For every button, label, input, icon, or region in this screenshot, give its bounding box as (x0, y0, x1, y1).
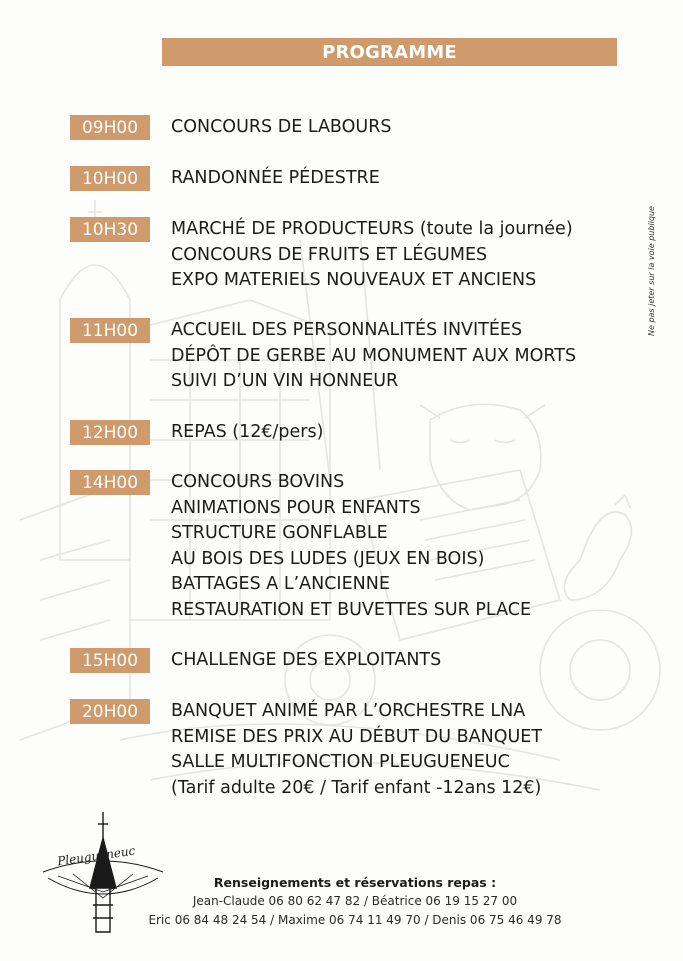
activity-line: SALLE MULTIFONCTION PLEUGUENEUC (171, 752, 510, 772)
time-badge: 20H00 (70, 699, 150, 724)
activity-line: ANIMATIONS POUR ENFANTS (171, 497, 421, 518)
activity-line: CONCOURS BOVINS (171, 472, 345, 492)
slot-lines (171, 318, 576, 395)
contact-line-1: Jean-Claude 06 80 62 47 82 / Béatrice 06 19 15 27 00 (192, 894, 518, 908)
time-badge: 12H00 (70, 420, 150, 445)
activity-line: AU BOIS DES LUDES (JEUX EN BOIS) (171, 548, 485, 569)
activity-line: CONCOURS DE FRUITS ET LÉGUMES (171, 244, 488, 265)
programme-title: PROGRAMME (322, 41, 457, 63)
activity-line: RESTAURATION ET BUVETTES SUR PLACE (171, 599, 532, 620)
slot-lines (171, 699, 542, 801)
activity-line: BATTAGES A L’ANCIENNE (171, 574, 390, 594)
activity-line: REPAS (12€/pers) (171, 422, 324, 442)
activity-line: REMISE DES PRIX AU DÉBUT DU BANQUET (171, 726, 543, 747)
time-badge: 09H00 (70, 115, 150, 140)
activity-line: (Tarif adulte 20€ / Tarif enfant -12ans 12€) (171, 777, 542, 798)
contact-line-2: Eric 06 84 48 24 54 / Maxime 06 74 11 49 70 / Denis 06 75 46 49 78 (148, 913, 562, 927)
slot-lines (171, 648, 441, 674)
contact-title: Renseignements et réservations repas : (213, 875, 497, 890)
time-badge: 10H00 (70, 166, 150, 191)
activity-line: MARCHÉ DE PRODUCTEURS (toute la journée) (171, 219, 573, 239)
contact-block (140, 873, 570, 930)
slot-lines (171, 420, 323, 446)
time-badge: 15H00 (70, 648, 150, 673)
time-badge: 11H00 (70, 318, 150, 343)
activity-line: SUIVI D’UN VIN HONNEUR (171, 371, 399, 391)
slot-lines (171, 217, 573, 294)
activity-line: CHALLENGE DES EXPLOITANTS (171, 650, 442, 670)
activity-line: CONCOURS DE LABOURS (171, 117, 392, 137)
programme-header (162, 38, 617, 66)
slot-lines (171, 470, 531, 623)
activity-line: RANDONNÉE PÉDESTRE (171, 168, 380, 188)
logo-text: Pleugueneuc (56, 843, 137, 869)
slot-lines (171, 115, 392, 141)
activity-line: ACCUEIL DES PERSONNALITÉS INVITÉES (171, 320, 523, 340)
activity-line: STRUCTURE GONFLABLE (171, 523, 388, 543)
activity-line: BANQUET ANIMÉ PAR L’ORCHESTRE LNA (171, 701, 526, 721)
time-badge: 10H30 (70, 217, 150, 242)
activity-line: DÉPÔT DE GERBE AU MONUMENT AUX MORTS (171, 345, 577, 366)
slot-lines (171, 166, 380, 192)
time-badge: 14H00 (70, 470, 150, 495)
side-note-text: Ne pas jeter sur la voie publique (647, 206, 656, 336)
activity-line: EXPO MATERIELS NOUVEAUX ET ANCIENS (171, 270, 537, 290)
